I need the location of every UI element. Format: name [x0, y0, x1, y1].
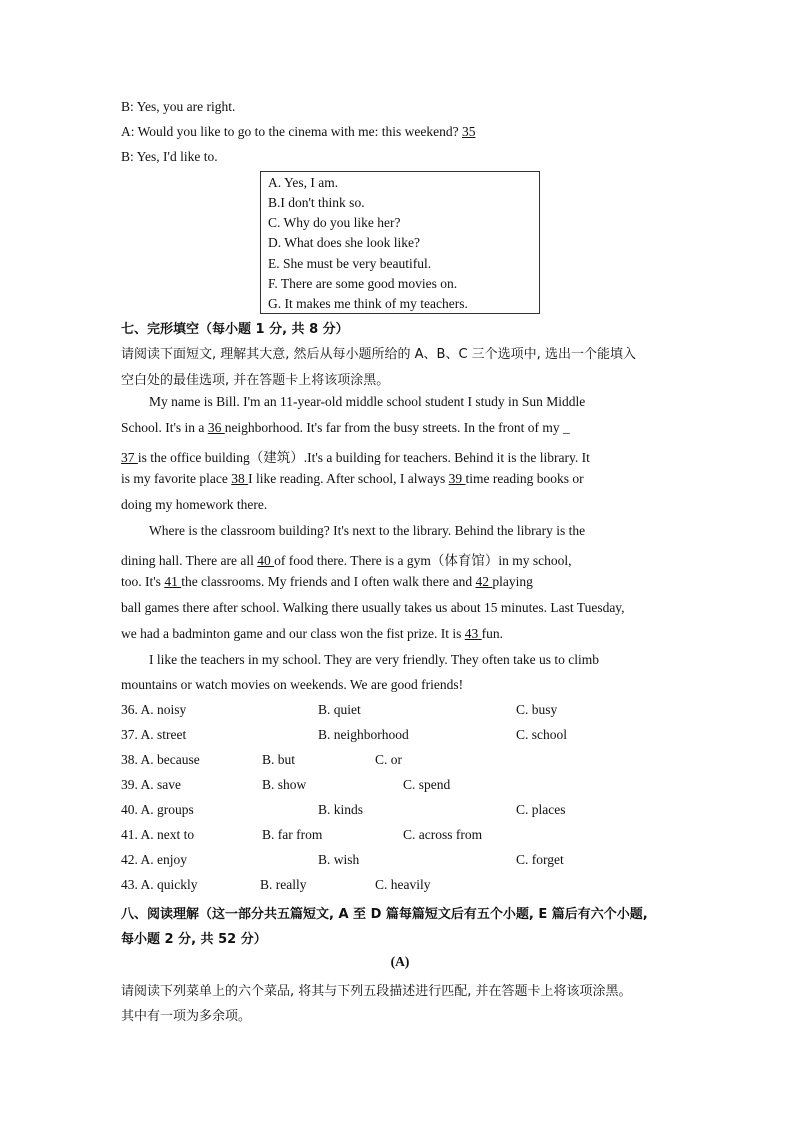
question-37-c: C. school [516, 727, 568, 742]
section8-title-2: 每小题 2 分, 共 52 分） [121, 932, 267, 947]
passage-line: I like the teachers in my school. They are very friendly. They often take us to climb [149, 652, 599, 667]
passage-line [121, 626, 503, 642]
section8-instruction-1: 请阅读下列菜单上的六个菜品, 将其与下列五段描述进行匹配, 并在答题卡上将该项涂黑。 [121, 984, 632, 999]
question-42-b: B. wish [318, 852, 360, 867]
passage-text: School. It's in a [121, 420, 205, 435]
passage-line [121, 471, 584, 487]
passage-text: is the office building（建筑）.It's a building for teachers. Behind it is the library. It [137, 450, 590, 465]
option-e: E. She must be very beautiful. [268, 256, 432, 271]
passage-line [121, 446, 590, 466]
passage-text: neighborhood. It's far from the busy streets. In the front of my _ [224, 420, 570, 435]
passage-text: fun. [481, 626, 504, 641]
question-36-b: B. quiet [318, 702, 361, 717]
passage-text: of food there. There is a gym（体育馆）in my school, [274, 553, 572, 568]
blank-40: 40 [257, 553, 275, 568]
question-42-c: C. forget [516, 852, 564, 867]
passage-line: ball games there after school. Walking there usually takes us about 15 minutes. Last Tuesday, [121, 600, 625, 615]
dialogue-text: A: Would you like to go to the cinema with me: this weekend? [121, 124, 459, 139]
question-40-b: B. kinds [318, 802, 364, 817]
question-43-b: B. really [260, 877, 307, 892]
question-41-c: C. across from [403, 827, 483, 842]
option-f: F. There are some good movies on. [268, 276, 458, 291]
passage-line: Where is the classroom building? It's next to the library. Behind the library is the [149, 523, 586, 538]
passage-text: playing [492, 574, 533, 589]
blank-37: 37 [121, 450, 138, 465]
passage-text: is my favorite place [121, 471, 228, 486]
passage-text: I like reading. After school, I always [248, 471, 446, 486]
section7-instruction-1: 请阅读下面短文, 理解其大意, 然后从每小题所给的 A、B、C 三个选项中, 选出一个能填入 [121, 347, 636, 362]
question-43-c: C. heavily [375, 877, 431, 892]
question-39-c: C. spend [403, 777, 451, 792]
passage-text: too. It's [121, 574, 161, 589]
passage-line: doing my homework there. [121, 497, 268, 512]
passage-line [121, 549, 572, 569]
passage-line [121, 420, 570, 436]
passage-text: dining hall. There are all [121, 553, 254, 568]
question-42-a: 42. A. enjoy [121, 852, 187, 867]
blank-38: 38 [231, 471, 249, 486]
question-37-b: B. neighborhood [318, 727, 409, 742]
option-g: G. It makes me think of my teachers. [268, 296, 468, 311]
options-box [260, 171, 540, 314]
question-36-c: C. busy [516, 702, 558, 717]
passage-text: time reading books or [465, 471, 584, 486]
question-40-c: C. places [516, 802, 566, 817]
blank-41: 41 [164, 574, 182, 589]
blank-42: 42 [475, 574, 493, 589]
question-38-a: 38. A. because [121, 752, 200, 767]
dialogue-line-b2: B: Yes, I'd like to. [121, 149, 218, 164]
section7-title: 七、完形填空（每小题 1 分, 共 8 分） [121, 322, 349, 337]
option-a: A. Yes, I am. [268, 175, 339, 190]
question-38-c: C. or [375, 752, 402, 767]
dialogue-line-b1: B: Yes, you are right. [121, 99, 236, 114]
option-c: C. Why do you like her? [268, 215, 401, 230]
passage-text: the classrooms. My friends and I often walk there and [181, 574, 473, 589]
option-b: B.I don't think so. [268, 195, 365, 210]
question-37-a: 37. A. street [121, 727, 187, 742]
blank-36: 36 [207, 420, 225, 435]
question-41-a: 41. A. next to [121, 827, 195, 842]
option-d: D. What does she look like? [268, 235, 420, 250]
section8-title-1: 八、阅读理解（这一部分共五篇短文, A 至 D 篇每篇短文后有五个小题, E 篇后有六个小题, [121, 907, 648, 922]
blank-39: 39 [448, 471, 466, 486]
question-38-b: B. but [262, 752, 296, 767]
passage-text: we had a badminton game and our class won the fist prize. It is [121, 626, 462, 641]
dialogue-line-a1 [121, 124, 475, 140]
blank-43: 43 [464, 626, 482, 641]
question-41-b: B. far from [262, 827, 323, 842]
passage-line: mountains or watch movies on weekends. We are good friends! [121, 677, 464, 692]
question-39-b: B. show [262, 777, 307, 792]
question-40-a: 40. A. groups [121, 802, 194, 817]
question-39-a: 39. A. save [121, 777, 181, 792]
passage-line: My name is Bill. I'm an 11-year-old middle school student I study in Sun Middle [149, 394, 586, 409]
question-36-a: 36. A. noisy [121, 702, 187, 717]
blank-35: 35 [461, 124, 476, 139]
section8-instruction-2: 其中有一项为多余项。 [121, 1009, 252, 1024]
passage-line [121, 574, 533, 590]
section7-instruction-2: 空白处的最佳选项, 并在答题卡上将该项涂黑。 [121, 373, 390, 388]
section8-subtitle: (A) [390, 954, 410, 969]
question-43-a: 43. A. quickly [121, 877, 198, 892]
